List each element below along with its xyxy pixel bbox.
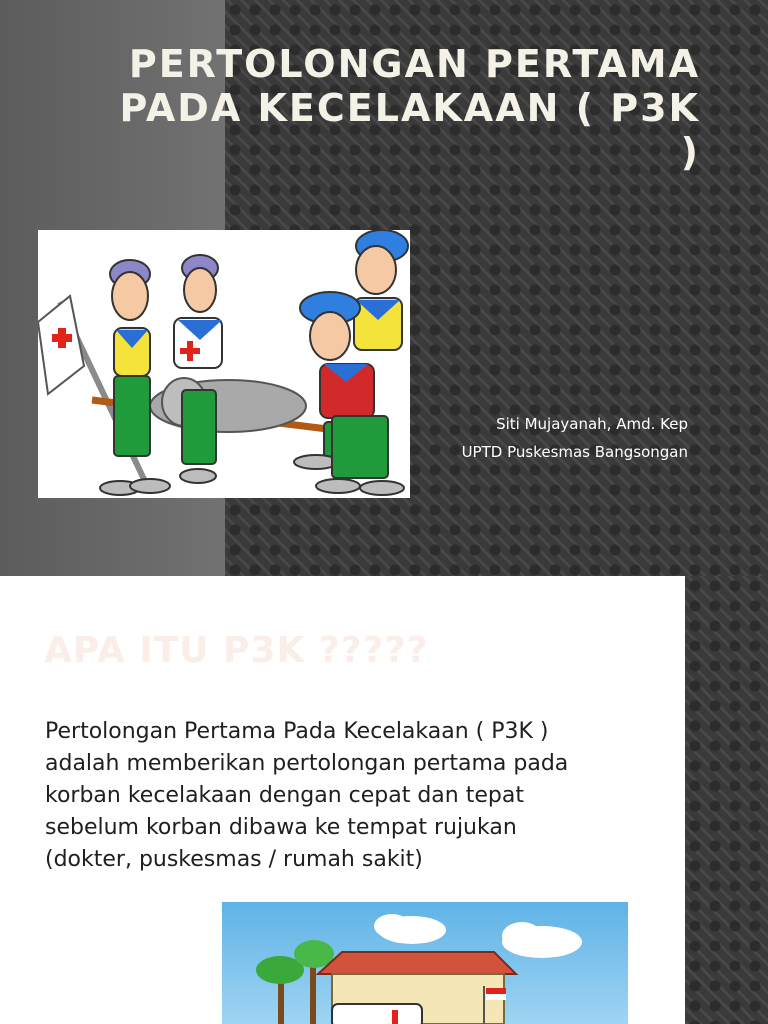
body-line-3: korban kecelakaan dengan cepat dan tepat xyxy=(45,783,524,808)
body-line-2: adalah memberikan pertolongan pertama pada xyxy=(45,751,569,776)
slide-heading: APA ITU P3K ????? xyxy=(44,630,429,671)
stretcher-rescue-illustration xyxy=(38,230,410,498)
body-line-5: (dokter, puskesmas / rumah sakit) xyxy=(45,847,423,872)
title-line-1: PERTOLONGAN PERTAMA xyxy=(128,42,700,86)
body-line-4: sebelum korban dibawa ke tempat rujukan xyxy=(45,815,517,840)
ambulance-hospital-illustration xyxy=(222,902,628,1024)
slide-title xyxy=(40,42,700,174)
slide-body-text xyxy=(45,716,665,876)
content-slide xyxy=(0,576,768,1024)
stretcher-rescue-icon xyxy=(38,230,410,498)
title-line-3: ) xyxy=(680,130,700,174)
presenter-info xyxy=(418,410,688,466)
institution-name: UPTD Puskesmas Bangsongan xyxy=(461,443,688,461)
diamond-pattern-strip xyxy=(685,576,768,1024)
title-line-2: PADA KECELAKAAN ( P3K xyxy=(119,86,700,130)
body-line-1: Pertolongan Pertama Pada Kecelakaan ( P3K ) xyxy=(45,719,549,744)
author-name: Siti Mujayanah, Amd. Kep xyxy=(496,415,688,433)
hospital-scene-icon xyxy=(222,902,628,1024)
